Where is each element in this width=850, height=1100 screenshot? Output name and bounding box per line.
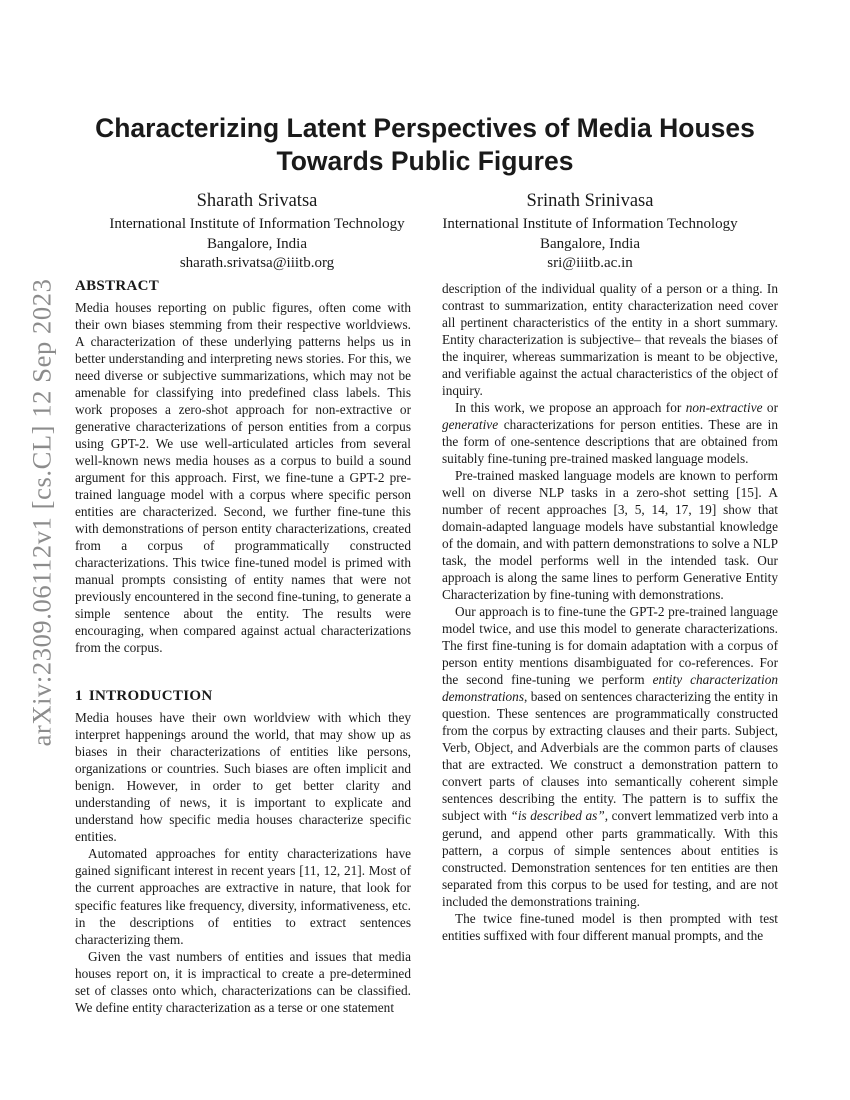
author-location: Bangalore, India xyxy=(540,235,640,252)
author-email: sri@iiitb.ac.in xyxy=(547,255,633,271)
right-paragraph-2 xyxy=(442,399,778,467)
right-paragraph-4 xyxy=(442,603,778,909)
author-affiliation: International Institute of Information Technology xyxy=(442,216,738,232)
emphasis-text: entity characterization demonstrations xyxy=(442,672,778,705)
text-run: In this work, we propose an approach for xyxy=(455,400,686,416)
right-column xyxy=(442,280,778,944)
arxiv-identifier-text: arXiv:2309.06112v1 [cs.CL] 12 Sep 2023 xyxy=(26,278,57,746)
text-run: characterizations for person entities. These are in the form of one-sentence descriptions that are obtained from suitably fine-tuning pre-trained masked language models. xyxy=(442,417,778,467)
author-location: Bangalore, India xyxy=(207,235,307,252)
introduction-heading: 1 INTRODUCTION xyxy=(75,688,213,705)
author-block-1 xyxy=(67,190,447,274)
text-run: , based on sentences characterizing the entity in question. These sentences are programmatically constructed from the corpus by extracting clauses and their parts. Subject, Verb, Object, and Adverbials are the common parts of clauses that are extracted. We construct a demonstration pattern to convert parts of clauses into semantically coherent simple sentences describing the entity. The pattern is to suffix the subject with xyxy=(442,689,778,824)
abstract-heading: ABSTRACT xyxy=(75,278,160,294)
text-run: or xyxy=(762,400,778,416)
text-run: , convert lemmatized verb into a gerund, and append other parts grammatically. With this pattern, a corpus of simple sentences about entities is constructed. Demonstration sentences for ten entities are then separated from this corpus to be used for testing, and are not included the demonstrations training. xyxy=(442,808,779,909)
emphasis-text: generative xyxy=(442,417,499,433)
abstract-text: Media houses reporting on public figures, often come with their own biases stemming from their respective worldviews. A characterization of these underlying patterns helps us in better understanding and interpreting news stories. For this, we need diverse or subjective summarizations, which may not be amenable for classifying into predefined class labels. This work proposes a zero-shot approach for non-extractive or generative characterizations of person entities from a corpus using GPT-2. We use well-articulated articles from several well-known news media houses as a corpus to build a sound argument for this approach. First, we fine-tune a GPT-2 pre-trained language model with a corpus where specific person entities are characterized. Second, we further fine-tune this with demonstrations of person entity characterizations, created from a corpus of programmatically constructed characterizations. This twice fine-tuned model is primed with manual prompts consisting of entity names that were not previously encountered in the second fine-tuning, to generate a simple sentence about the entity. The results were encouraging, when compared against actual characterizations from the corpus. xyxy=(75,300,411,656)
right-paragraph-3: Pre-trained masked language models are known to perform well on diverse NLP tasks in a zero-shot setting [15]. A number of recent approaches [3, 5, 14, 17, 19] show that domain-adapted language models have substantial knowledge of the domain, and with pattern demonstrations to solve a NLP task, the model performs well in the intended task. Our approach is along the same lines to perform Generative Entity Characterization by fine-tuning with demonstrations. xyxy=(442,468,778,603)
author-name: Sharath Srivatsa xyxy=(196,191,318,211)
emphasis-text: non-extractive xyxy=(685,400,763,416)
author-block-2 xyxy=(400,190,780,274)
intro-paragraph-3: Given the vast numbers of entities and issues that media houses report on, it is impractical to create a pre-determined set of classes onto which, characterizations can be classified. We define entity characterization as a terse or one statement xyxy=(75,948,411,1015)
author-email: sharath.srivatsa@iiitb.org xyxy=(179,255,335,271)
paper-title: Characterizing Latent Perspectives of Media Houses Towards Public Figures xyxy=(95,113,755,176)
author-name: Srinath Srinivasa xyxy=(526,191,654,211)
intro-paragraph-2: Automated approaches for entity characterizations have gained significant interest in recent years [11, 12, 21]. Most of the current approaches are extractive in nature, that look for specific features like frequency, diversity, informativeness, etc. in the descriptions of entities to extract sentences characterizing them. xyxy=(75,846,411,947)
intro-paragraph-1: Media houses have their own worldview with which they interpret happenings around the world, that may show up as biases in their characterizations of entities like persons, organizations or countries. Such biases are often implicit and benign. However, in order to get better clarity and understanding of news, it is important to explicate and understand how specific media houses characterize specific entities. xyxy=(75,710,411,845)
left-column xyxy=(75,277,411,1016)
text-run: Our approach is to fine-tune the GPT-2 pre-trained language model twice, and use this model to generate characterizations. The first fine-tuning is for domain adaptation with a corpus of person entity mentions disambiguated for co-references. For the second fine-tuning we perform xyxy=(442,604,778,688)
right-paragraph-5: The twice fine-tuned model is then prompted with test entities suffixed with four different manual prompts, and the xyxy=(442,910,778,943)
arxiv-identifier-stamp xyxy=(22,268,62,756)
emphasis-text: “is described as” xyxy=(510,808,605,824)
right-paragraph-1: description of the individual quality of a person or a thing. In contrast to summarization, entity characterization need cover all pertinent characteristics of the entity in a short summary. Entity characterization is subjective– that reveals the biases of the inquirer, whereas summarization is meant to be objective, and verifiable against the actual characteristics of the object of inquiry. xyxy=(442,281,778,399)
author-affiliation: International Institute of Information Technology xyxy=(109,216,405,232)
